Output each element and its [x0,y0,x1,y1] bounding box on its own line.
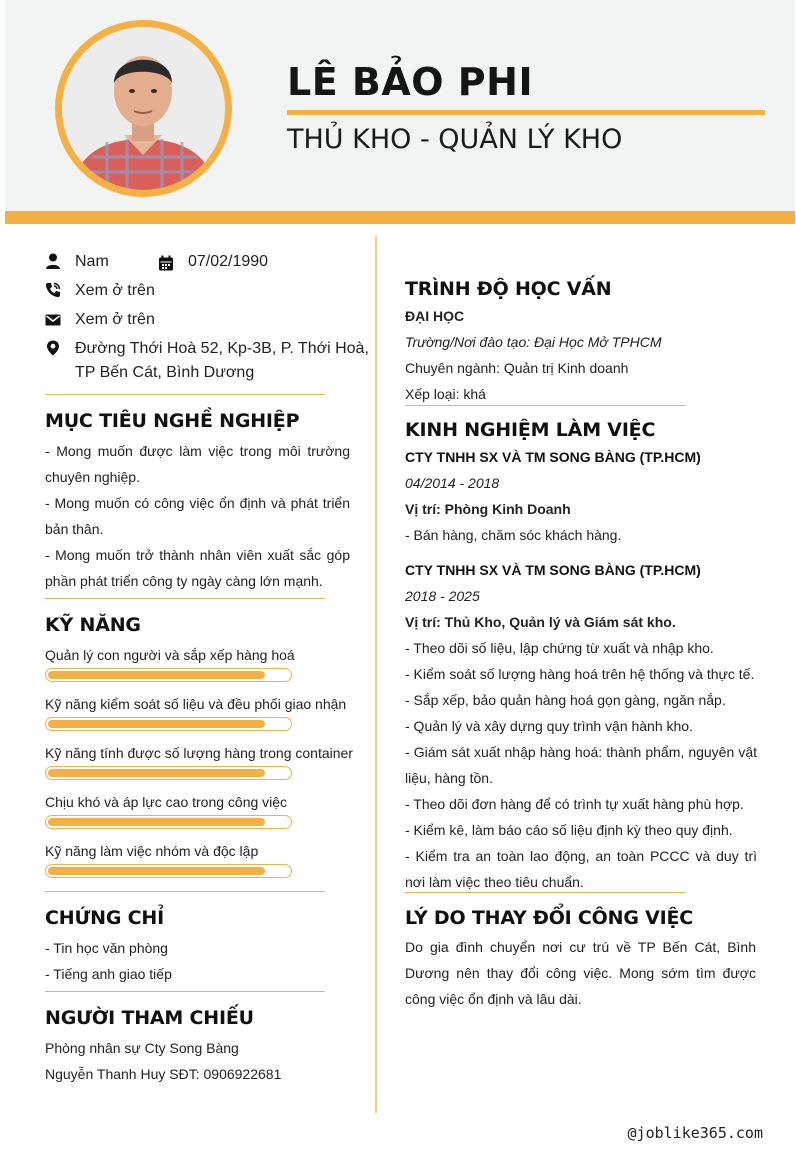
column-divider [375,236,377,1113]
separator [45,598,325,599]
objective-item: - Mong muốn trở thành nhân viên xuất sắc góp phần phát triển công ty ngày càng lớn mạnh. [45,547,350,589]
certificates-list [45,935,172,987]
watermark: @joblike365.com [627,1124,763,1142]
objective-item: - Mong muốn có công việc ổn định và phát triển bản thân. [45,495,350,537]
header-accent-bar [5,211,795,224]
reason-text: Do gia đình chuyển nơi cư trú về TP Bến Cát, Bình Dương nên thay đổi công việc. Mong sớm tìm được công việc ổn định và lâu dài. [405,939,756,1007]
email-icon [45,312,61,328]
job-duty: - Theo dõi đơn hàng để có trình tự xuất hàng phù hợp. [405,796,744,812]
job-position: Vị trí: Thủ Kho, Quản lý và Giám sát kho. [405,614,676,630]
references-title: NGƯỜI THAM CHIẾU [45,1007,254,1029]
skill-label: Quản lý con người và sắp xếp hàng hoá [45,647,295,663]
job-position: Vị trí: Phòng Kinh Doanh [405,501,571,517]
separator [45,394,325,395]
skill-bar-fill [48,769,265,777]
skill-bar-fill [48,671,265,679]
address-line-2: TP Bến Cát, Bình Dương [75,364,255,381]
education-rank: Xếp loại: khá [405,386,486,402]
skill-bar [45,668,292,682]
birthdate-value: 07/02/1990 [188,253,269,270]
email-value: Xem ở trên [75,311,155,328]
references-list [45,1035,281,1087]
separator [45,991,325,992]
job-entry [405,557,757,895]
candidate-name: LÊ BẢO PHI [287,60,534,104]
job-duty: - Kiểm kê, làm báo cáo số liệu định kỳ theo quy định. [405,822,733,838]
reference-item: Nguyễn Thanh Huy SĐT: 0906922681 [45,1066,282,1082]
objective-title: MỤC TIÊU NGHỀ NGHIỆP [45,410,300,432]
job-duty: - Kiểm soát số lượng hàng hoá trên hệ thống và thực tế. [405,666,755,682]
education-level: ĐẠI HỌC [405,308,465,324]
phone-value: Xem ở trên [75,282,155,299]
job-duty: - Giám sát xuất nhập hàng hoá: thành phẩm, nguyên vật liệu, hàng tồn. [405,744,757,786]
education-school: Trường/Nơi đào tạo: Đại Học Mở TPHCM [405,334,662,350]
job-duty: - Kiểm tra an toàn lao động, an toàn PCCC và duy trì nơi làm việc theo tiêu chuẩn. [405,848,757,890]
reference-item: Phòng nhân sự Cty Song Bàng [45,1040,239,1056]
job-period: 2018 - 2025 [405,588,480,604]
job-entry [405,444,757,548]
candidate-job-title: THỦ KHO - QUẢN LÝ KHO [287,124,623,155]
certificates-title: CHỨNG CHỈ [45,907,164,929]
skill-label: Kỹ năng làm việc nhóm và độc lập [45,843,259,859]
name-underline [287,110,765,115]
job-duty: - Sắp xếp, bảo quản hàng hoá gọn gàng, ngăn nắp. [405,692,726,708]
certificate-item: - Tin học văn phòng [45,940,168,956]
job-duty: - Bán hàng, chăm sóc khách hàng. [405,527,622,543]
calendar-icon [158,255,174,271]
experience-title: KINH NGHIỆM LÀM VIỆC [405,419,656,441]
gender-value: Nam [75,253,109,270]
separator [405,892,686,893]
skill-label: Chịu khó và áp lực cao trong công việc [45,794,288,810]
skill-label: Kỹ năng kiểm soát số liệu và đều phối giao nhận [45,696,347,712]
address-line-1: Đường Thới Hoà 52, Kp-3B, P. Thới Hoà, [75,340,369,357]
certificate-item: - Tiếng anh giao tiếp [45,966,172,982]
skill-bar [45,766,292,780]
objective-list [45,438,350,594]
job-company: CTY TNHH SX VÀ TM SONG BÀNG (TP.HCM) [405,562,701,578]
skill-bar [45,717,292,731]
skill-bar [45,864,292,878]
job-company: CTY TNHH SX VÀ TM SONG BÀNG (TP.HCM) [405,449,701,465]
location-icon [45,340,61,356]
separator [405,405,686,406]
skills-title: KỸ NĂNG [45,614,141,636]
profile-photo [62,27,225,190]
education-block [405,303,755,407]
person-portrait-icon [62,27,225,190]
skill-bar-fill [48,720,265,728]
job-duty: - Quản lý và xây dựng quy trình vận hành kho. [405,718,693,734]
skill-bar [45,815,292,829]
profile-photo-frame [55,20,232,197]
objective-item: - Mong muốn được làm việc trong môi trường chuyên nghiệp. [45,443,350,485]
user-icon [45,253,61,269]
phone-icon [45,282,61,298]
skill-bar-fill [48,867,265,875]
skill-bar-fill [48,818,265,826]
separator [45,891,325,892]
education-title: TRÌNH ĐỘ HỌC VẤN [405,278,612,300]
job-duty: - Theo dõi số liệu, lập chứng từ xuất và nhập kho. [405,640,714,656]
education-major: Chuyên ngành: Quản trị Kinh doanh [405,360,629,376]
reason-title: LÝ DO THAY ĐỔI CÔNG VIỆC [405,907,694,929]
skill-label: Kỹ năng tính được số lượng hàng trong container [45,745,353,761]
job-period: 04/2014 - 2018 [405,475,500,491]
